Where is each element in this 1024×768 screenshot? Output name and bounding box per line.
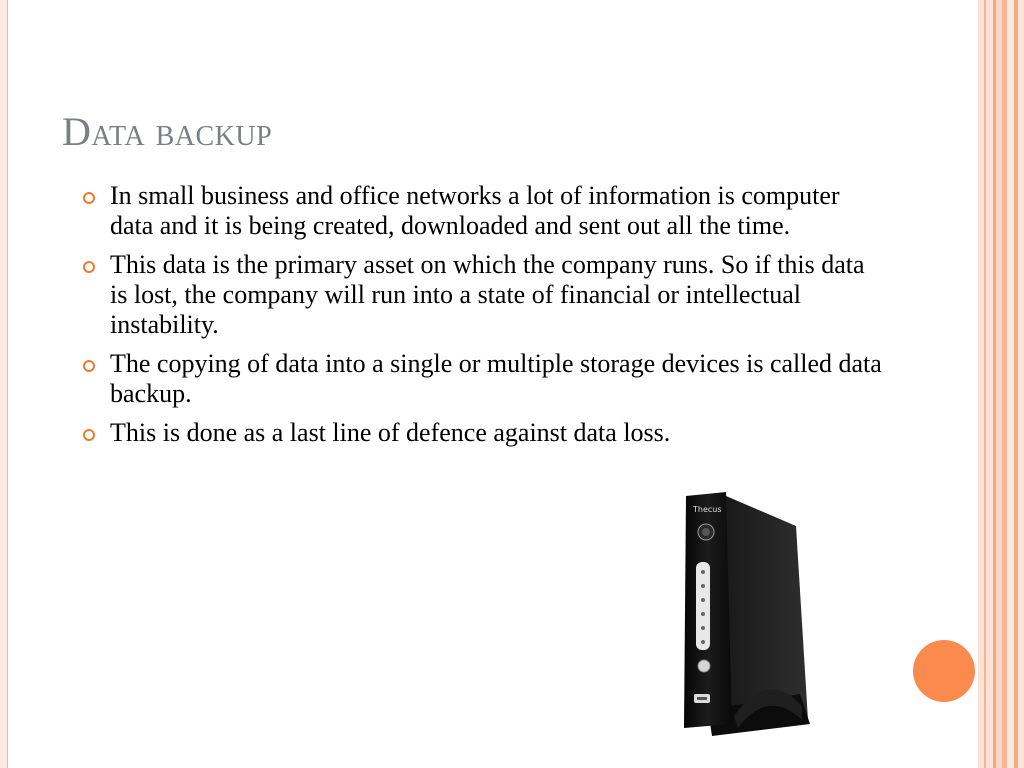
- list-item: [82, 349, 882, 409]
- left-border-decoration: [0, 0, 8, 768]
- bullet-text: This data is the primary asset on which the company runs. So if this data is lost, the company will run into a state of financial or intellectual instability.: [110, 250, 865, 339]
- slide-title: Data backup: [62, 109, 273, 154]
- nas-storage-device-icon: [668, 488, 818, 740]
- right-border-decoration: [978, 0, 1024, 768]
- decorative-orange-circle: [913, 640, 975, 702]
- bullet-text: The copying of data into a single or multiple storage devices is called data backup.: [110, 349, 882, 408]
- bullet-circle-icon: [83, 360, 95, 372]
- bullet-circle-icon: [83, 192, 95, 204]
- bullet-circle-icon: [83, 429, 95, 441]
- bullet-list: [82, 181, 882, 457]
- bullet-text: In small business and office networks a lot of information is computer data and it is being created, downloaded and sent out all the time.: [110, 181, 840, 240]
- list-item: [82, 418, 882, 448]
- bullet-circle-icon: [83, 261, 95, 273]
- bullet-text: This is done as a last line of defence against data loss.: [110, 418, 671, 447]
- list-item: [82, 181, 882, 241]
- list-item: [82, 250, 882, 340]
- device-brand-label: Thecus: [693, 505, 722, 514]
